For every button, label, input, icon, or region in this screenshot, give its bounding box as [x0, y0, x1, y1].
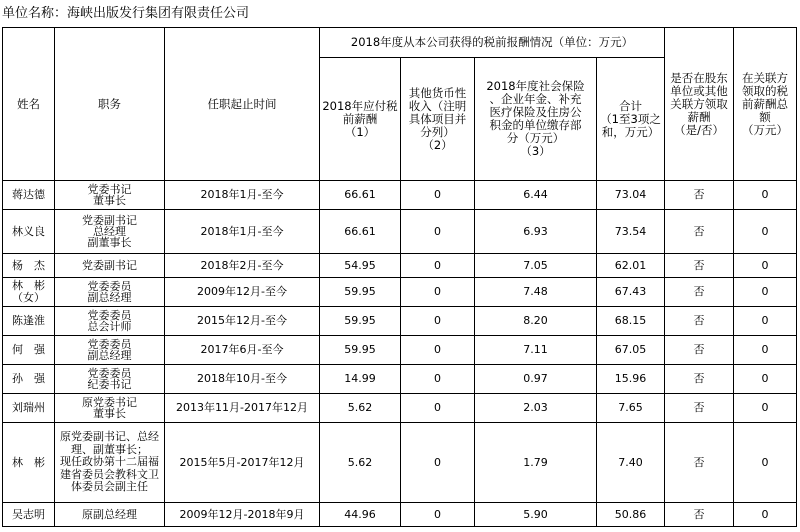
row-total: 7.40: [597, 423, 665, 503]
row-term: 2018年2月-至今: [165, 254, 320, 278]
row-other-income: 0: [401, 503, 475, 527]
row-term: 2009年12月-2018年9月: [165, 503, 320, 527]
row-name: 林义良: [3, 210, 55, 254]
row-total: 62.01: [597, 254, 665, 278]
row-pretax-salary: 59.95: [320, 336, 401, 365]
row-position: 党委委员 副总经理: [55, 336, 165, 365]
row-pretax-salary: 59.95: [320, 278, 401, 307]
header-name: 姓名: [3, 28, 55, 181]
row-other-income: 0: [401, 181, 475, 210]
row-pretax-salary: 5.62: [320, 423, 401, 503]
row-term: 2018年1月-至今: [165, 181, 320, 210]
row-social-insurance: 8.20: [475, 307, 597, 336]
row-name: 陈逢淮: [3, 307, 55, 336]
row-related-flag: 否: [665, 307, 734, 336]
header-c1: 2018年应付税 前薪酬 （1）: [320, 58, 401, 181]
row-other-income: 0: [401, 423, 475, 503]
row-name: 何 强: [3, 336, 55, 365]
row-social-insurance: 6.44: [475, 181, 597, 210]
row-position: 原副总经理: [55, 503, 165, 527]
salary-table: [2, 27, 797, 527]
row-pretax-salary: 59.95: [320, 307, 401, 336]
row-name: 林 彬（女）: [3, 278, 55, 307]
row-term: 2018年10月-至今: [165, 365, 320, 394]
row-total: 68.15: [597, 307, 665, 336]
row-total: 67.05: [597, 336, 665, 365]
row-related-amount: 0: [734, 181, 797, 210]
row-social-insurance: 7.05: [475, 254, 597, 278]
table-row: [3, 394, 797, 423]
row-term: 2015年12月-至今: [165, 307, 320, 336]
row-other-income: 0: [401, 254, 475, 278]
row-total: 15.96: [597, 365, 665, 394]
row-related-flag: 否: [665, 278, 734, 307]
row-social-insurance: 7.48: [475, 278, 597, 307]
row-name: 吴志明: [3, 503, 55, 527]
row-name: 孙 强: [3, 365, 55, 394]
row-other-income: 0: [401, 278, 475, 307]
table-row: [3, 278, 797, 307]
row-name: 刘瑞州: [3, 394, 55, 423]
header-c2: 其他货币性 收入（注明 具体项目并 分列） （2）: [401, 58, 475, 181]
row-social-insurance: 0.97: [475, 365, 597, 394]
row-position: 党委委员 纪委书记: [55, 365, 165, 394]
row-position: 党委委员 副总经理: [55, 278, 165, 307]
row-related-flag: 否: [665, 365, 734, 394]
row-pretax-salary: 5.62: [320, 394, 401, 423]
row-position: 原党委书记 董事长: [55, 394, 165, 423]
row-position: 党委委员 总会计师: [55, 307, 165, 336]
row-related-amount: 0: [734, 210, 797, 254]
unit-name-label: 单位名称：海峡出版发行集团有限责任公司: [2, 6, 250, 21]
row-position: 党委副书记: [55, 254, 165, 278]
table-body: [3, 181, 797, 527]
table-row: [3, 210, 797, 254]
row-related-amount: 0: [734, 503, 797, 527]
row-social-insurance: 1.79: [475, 423, 597, 503]
row-total: 7.65: [597, 394, 665, 423]
row-related-amount: 0: [734, 254, 797, 278]
row-pretax-salary: 14.99: [320, 365, 401, 394]
row-position: 原党委副书记、总经 理、副董事长； 现任政协第十二届福 建省委员会教科文卫 体委员会副主任: [55, 423, 165, 503]
table-row: [3, 503, 797, 527]
row-other-income: 0: [401, 336, 475, 365]
row-other-income: 0: [401, 365, 475, 394]
row-total: 50.86: [597, 503, 665, 527]
row-other-income: 0: [401, 307, 475, 336]
row-name: 蒋达德: [3, 181, 55, 210]
row-related-flag: 否: [665, 210, 734, 254]
row-related-flag: 否: [665, 394, 734, 423]
header-related: 是否在股东 单位或其他 关联方领取 薪酬 （是/否）: [665, 28, 734, 181]
row-related-flag: 否: [665, 503, 734, 527]
row-other-income: 0: [401, 210, 475, 254]
table-row: [3, 181, 797, 210]
row-related-amount: 0: [734, 394, 797, 423]
row-term: 2018年1月-至今: [165, 210, 320, 254]
row-related-amount: 0: [734, 278, 797, 307]
row-name: 林 彬: [3, 423, 55, 503]
row-position: 党委副书记 总经理 副董事长: [55, 210, 165, 254]
row-total: 67.43: [597, 278, 665, 307]
row-pretax-salary: 66.61: [320, 210, 401, 254]
row-social-insurance: 6.93: [475, 210, 597, 254]
row-related-flag: 否: [665, 181, 734, 210]
row-name: 杨 杰: [3, 254, 55, 278]
row-pretax-salary: 54.95: [320, 254, 401, 278]
table-row: [3, 365, 797, 394]
table-row: [3, 336, 797, 365]
header-group-pretax: 2018年度从本公司获得的税前报酬情况（单位：万元）: [320, 28, 665, 58]
table-row: [3, 307, 797, 336]
header-term: 任职起止时间: [165, 28, 320, 181]
header-c3: 2018年度社会保险 、企业年金、补充 医疗保险及住房公 积金的单位缴存部 分（万元） （3）: [475, 58, 597, 181]
row-term: 2017年6月-至今: [165, 336, 320, 365]
row-social-insurance: 2.03: [475, 394, 597, 423]
row-total: 73.04: [597, 181, 665, 210]
row-social-insurance: 7.11: [475, 336, 597, 365]
header-related-amount: 在关联方 领取的税 前薪酬总 额 （万元）: [734, 28, 797, 181]
row-social-insurance: 5.90: [475, 503, 597, 527]
table-row: [3, 254, 797, 278]
row-pretax-salary: 66.61: [320, 181, 401, 210]
row-position: 党委书记 董事长: [55, 181, 165, 210]
row-pretax-salary: 44.96: [320, 503, 401, 527]
header-position: 职务: [55, 28, 165, 181]
row-related-flag: 否: [665, 336, 734, 365]
row-related-amount: 0: [734, 365, 797, 394]
header-total: 合计 （1至3项之 和，万元）: [597, 58, 665, 181]
table-row: [3, 423, 797, 503]
row-term: 2015年5月-2017年12月: [165, 423, 320, 503]
row-other-income: 0: [401, 394, 475, 423]
row-related-flag: 否: [665, 423, 734, 503]
row-related-amount: 0: [734, 423, 797, 503]
row-related-amount: 0: [734, 307, 797, 336]
row-total: 73.54: [597, 210, 665, 254]
row-related-flag: 否: [665, 254, 734, 278]
row-related-amount: 0: [734, 336, 797, 365]
row-term: 2009年12月-至今: [165, 278, 320, 307]
row-term: 2013年11月-2017年12月: [165, 394, 320, 423]
